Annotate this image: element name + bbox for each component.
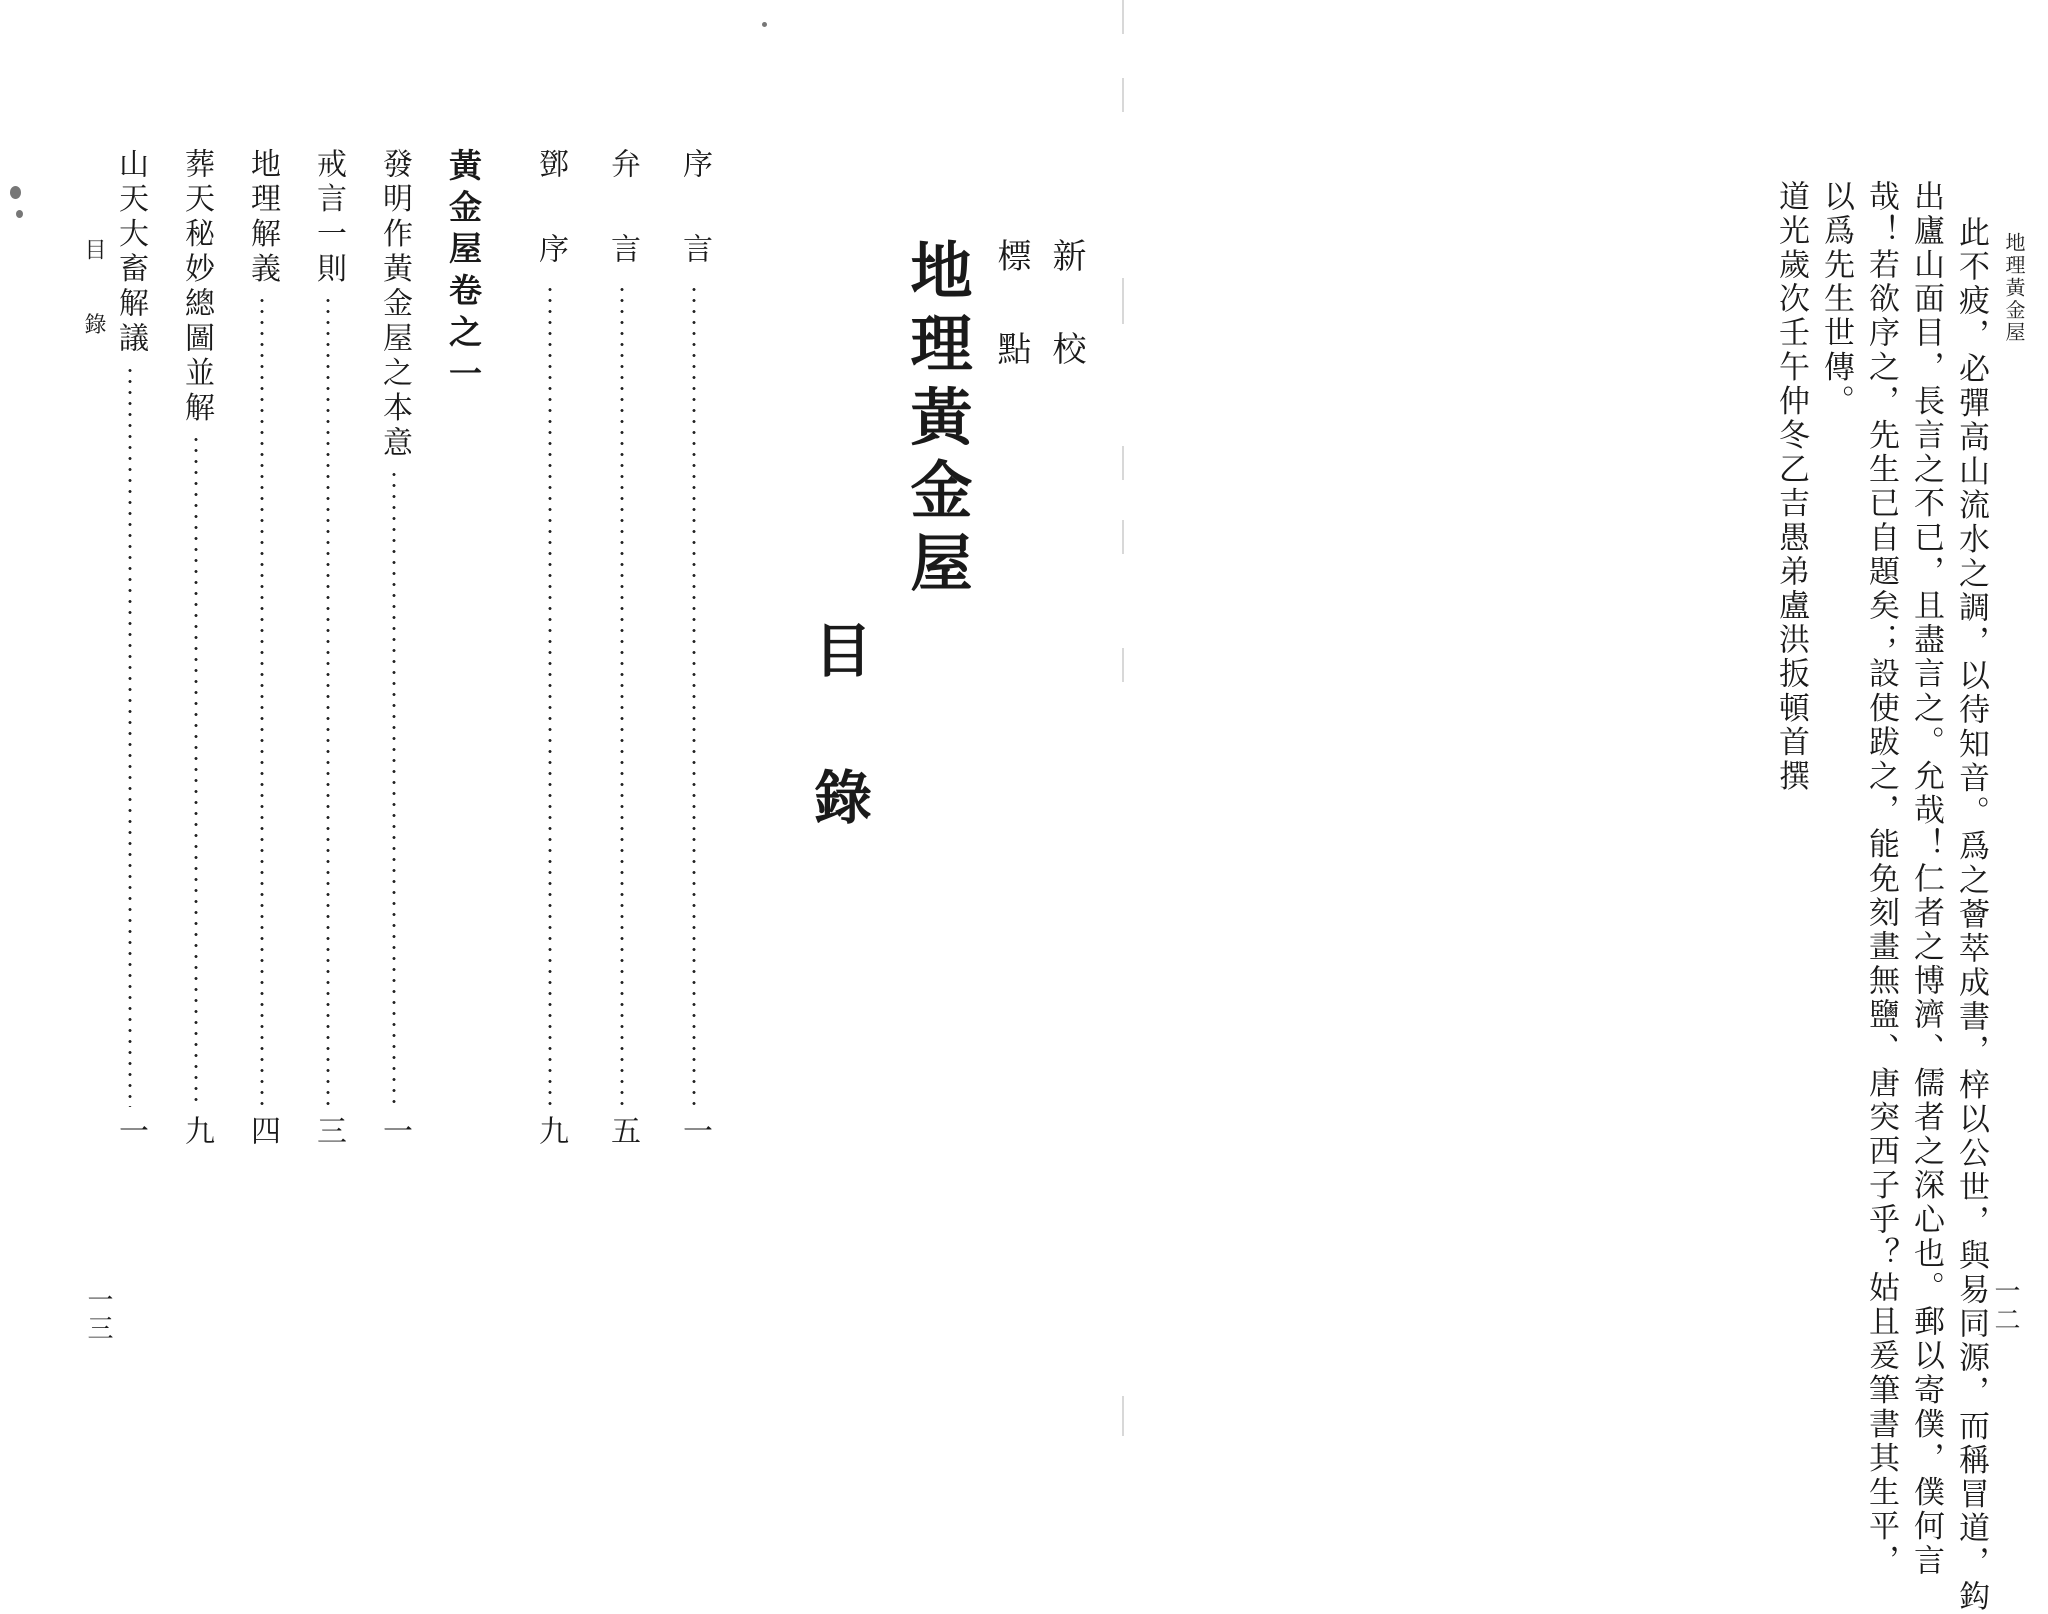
dot-leader: [548, 284, 552, 1107]
page-title-prefix-2: 標 點: [991, 238, 1031, 375]
dot-leader: [326, 295, 330, 1107]
fold-mark: [1122, 0, 1124, 34]
toc-item-label: 序 言: [677, 148, 712, 276]
page-title-block: [740, 150, 1629, 835]
toc-section-juanzhiyi[interactable]: [440, 148, 488, 397]
dot-leader: [128, 365, 132, 1107]
dot-leader: [392, 469, 396, 1107]
toc-item-label: 鄧 序: [533, 148, 568, 276]
preface-text-block: [1761, 180, 1989, 1614]
toc-item-faming[interactable]: [372, 148, 416, 1148]
scan-speck: [762, 22, 767, 27]
scan-speck: [16, 210, 23, 218]
toc-item-page: 一: [377, 1115, 412, 1148]
page-title-prefix-1: 新 校: [1046, 238, 1086, 375]
toc-item-label: 發明作黃金屋之本意: [377, 148, 412, 462]
preface-line-2: 出廬山面目，長言之不已，且盡言之。允哉！仁者之博濟、儒者之深心也。郵以寄僕，僕何言: [1908, 180, 1944, 1579]
page-title-mulu: 目 錄: [804, 620, 872, 836]
toc-item-bianyan[interactable]: [600, 148, 644, 1148]
toc-item-label: 戒言一則: [311, 148, 346, 288]
toc-item-label: 葬天秘妙總圖並解: [179, 148, 214, 427]
left-page: [0, 0, 1086, 1455]
preface-signature-line: 道光歲次壬午仲冬乙吉愚弟盧洪扳頓首撰: [1773, 180, 1809, 794]
toc-item-page: 一: [113, 1115, 148, 1148]
fold-mark: [1122, 1396, 1124, 1436]
toc-item-jieyan[interactable]: [306, 148, 350, 1148]
toc-item-xuyan[interactable]: [672, 148, 716, 1148]
toc-item-page: 五: [605, 1115, 640, 1148]
preface-line-4: 以爲先生世傳。: [1818, 180, 1854, 419]
toc-item-page: 一: [677, 1115, 712, 1148]
dot-leader: [260, 295, 264, 1107]
scan-speck: [10, 186, 21, 199]
preface-line-1: 此不疲，必彈高山流水之調，以待知音。爲之薈萃成書，梓以公世，與易同源，而稱冒道，鈎: [1953, 216, 1989, 1614]
dot-leader: [194, 434, 198, 1107]
fold-mark: [1122, 78, 1124, 112]
toc-item-dengxu[interactable]: [528, 148, 572, 1148]
toc-item-page: 九: [533, 1115, 568, 1148]
running-head-left: 目 錄: [81, 238, 106, 351]
dot-leader: [620, 284, 624, 1107]
dot-leader: [692, 284, 696, 1107]
toc-item-page: 九: [179, 1115, 214, 1148]
toc-item-zangtian[interactable]: [174, 148, 218, 1148]
toc-item-label: 地理解義: [245, 148, 280, 288]
toc-item-dilijieyi[interactable]: [240, 148, 284, 1148]
toc-section-label: 黃金屋卷之一: [444, 148, 483, 398]
toc-item-label: 山天大畜解議: [113, 148, 148, 357]
page-title-main: 地理黃金屋: [900, 238, 973, 604]
toc-item-label: 弁 言: [605, 148, 640, 276]
toc-item-page: 三: [311, 1115, 346, 1148]
page-number-right: 一二: [1990, 1276, 2020, 1335]
toc-item-page: 四: [245, 1115, 280, 1148]
toc-item-shantian[interactable]: [108, 148, 152, 1148]
preface-line-3: 哉！若欲序之，先生已自題矣；設使跋之，能免刻畫無鹽、唐突西子乎？姑且爰筆書其生平，: [1863, 180, 1899, 1579]
page-number-left: 一三: [83, 1285, 113, 1343]
running-head-right: 地理黃金屋: [2002, 232, 2026, 344]
